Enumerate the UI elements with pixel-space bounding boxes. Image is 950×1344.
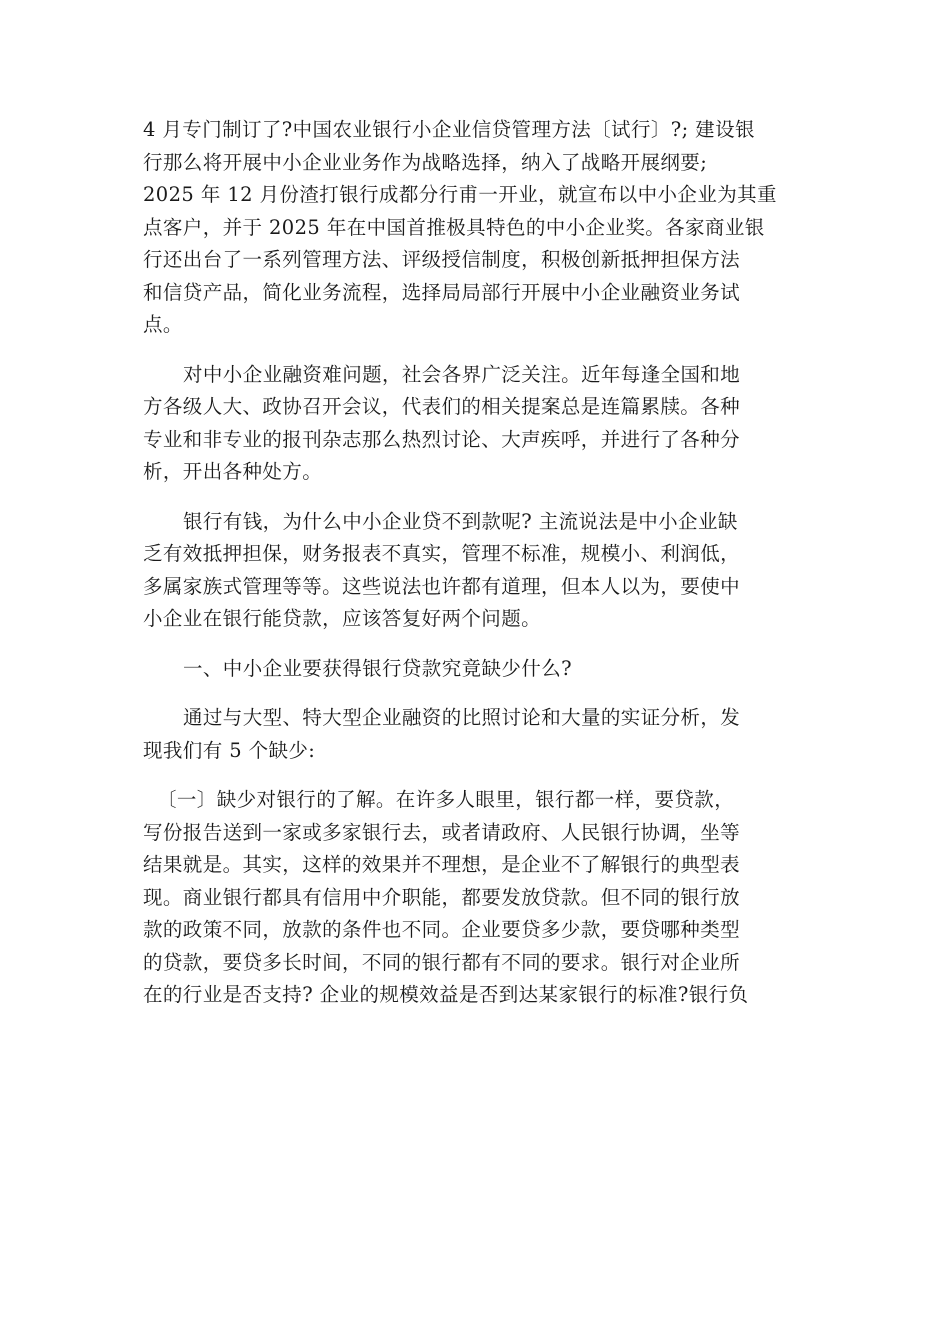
text-line: 方各级人大、政协召开会议，代表们的相关提案总是连篇累牍。各种 bbox=[143, 395, 741, 418]
paragraph-bank-initiatives bbox=[143, 114, 813, 342]
text-line: 现我们有 5 个缺少: bbox=[143, 738, 316, 762]
section-heading-1 bbox=[143, 653, 813, 686]
text-line: 写份报告送到一家或多家银行去，或者请政府、人民银行协调，坐等 bbox=[143, 820, 741, 844]
text-line: 专业和非专业的报刊杂志那么热烈讨论、大声疾呼，并进行了各种分 bbox=[143, 427, 741, 451]
paragraph-why-no-loans bbox=[143, 506, 813, 636]
text-line: 乏有效抵押担保，财务报表不真实，管理不标准，规模小、利润低， bbox=[143, 542, 741, 565]
text-line: 在的行业是否支持? 企业的规模效益是否到达某家银行的标准?银行负 bbox=[143, 983, 749, 1006]
paragraph-gap-one bbox=[143, 784, 813, 1012]
text-line: 对中小企业融资难问题，社会各界广泛关注。近年每逢全国和地 bbox=[183, 362, 741, 386]
text-line: 多属家族式管理等等。这些说法也许都有道理，但本人以为，要使中 bbox=[143, 574, 741, 598]
text-line: 银行有钱，为什么中小企业贷不到款呢? 主流说法是中小企业缺 bbox=[183, 509, 738, 533]
text-line: 点。 bbox=[143, 313, 183, 336]
text-line: 2025 年 12 月份渣打银行成都分行甫一开业，就宣布以中小企业为其重 bbox=[143, 183, 777, 206]
text-line: 的贷款，要贷多长时间，不同的银行都有不同的要求。银行对企业所 bbox=[143, 950, 741, 974]
text-line: 款的政策不同，放款的条件也不同。企业要贷多少款，要贷哪种类型 bbox=[143, 918, 741, 941]
text-line: 一、中小企业要获得银行贷款究竟缺少什么? bbox=[183, 656, 572, 680]
text-line: 结果就是。其实，这样的效果并不理想，是企业不了解银行的典型表 bbox=[143, 853, 741, 876]
text-line: 行还出台了一系列管理方法、评级授信制度，积极创新抵押担保方法 bbox=[143, 248, 741, 271]
text-line: 行那么将开展中小企业业务作为战略选择，纳入了战略开展纲要; bbox=[143, 150, 708, 174]
text-line: 点客户，并于 2025 年在中国首推极具特色的中小企业奖。各家商业银 bbox=[143, 215, 765, 239]
document-page bbox=[143, 114, 813, 1029]
text-line: 小企业在银行能贷款，应该答复好两个问题。 bbox=[143, 607, 542, 630]
text-line: 和信贷产品，简化业务流程，选择局局部行开展中小企业融资业务试 bbox=[143, 280, 741, 304]
text-line: 通过与大型、特大型企业融资的比照讨论和大量的实证分析，发 bbox=[183, 706, 741, 729]
text-line: 〔一〕缺少对银行的了解。在许多人眼里，银行都一样，要贷款， bbox=[157, 788, 735, 811]
paragraph-public-attention bbox=[143, 359, 813, 489]
paragraph-five-gaps bbox=[143, 702, 813, 767]
text-line: 现。商业银行都具有信用中介职能，都要发放贷款。但不同的银行放 bbox=[143, 885, 741, 909]
text-line: 4 月专门制订了?中国农业银行小企业信贷管理方法〔试行〕?; 建设银 bbox=[143, 118, 755, 141]
text-line: 析，开出各种处方。 bbox=[143, 460, 323, 483]
